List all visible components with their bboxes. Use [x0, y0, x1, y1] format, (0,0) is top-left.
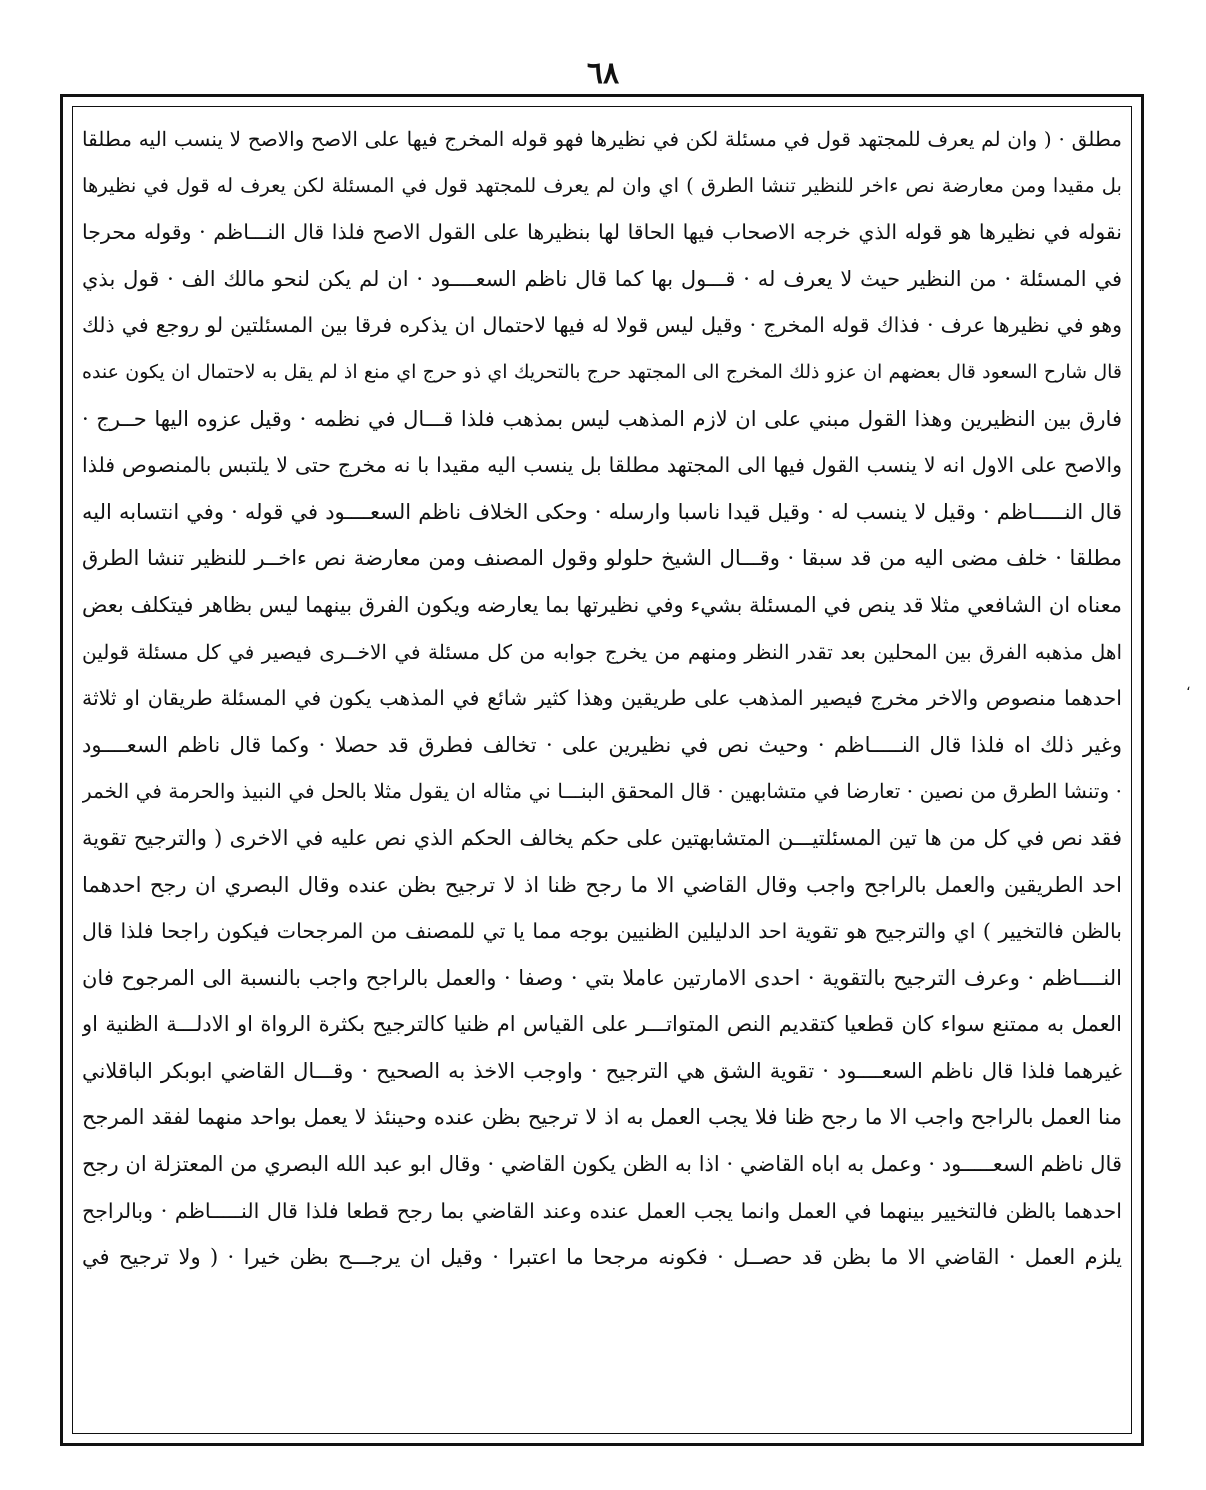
margin-mark: ، [1186, 678, 1191, 694]
text-line: قال شارح السعود قال بعضهم ان عزو ذلك المخرج الى المجتهد حرج بالتحريك اي ذو حرج اي منع اذ لم يقل به لاحتمال ان يكون عنده [82, 360, 1122, 383]
text-line: · وتنشا الطرق من نصين · تعارضا في متشابهين · قال المحقق البنـــا ني مثاله ان يقول مثلا بالحل في النبيذ والحرمة في الخمر [82, 779, 1122, 804]
text-line: احد الطريقين والعمل بالراجح واجب وقال القاضي الا ما رجح ظنا اذ لا ترجيح بظن عنده وقال البصري ان رجح احدهما [82, 872, 1122, 897]
text-line: احدهما بالظن فالتخيير بينهما في العمل وانما يجب العمل عنده وعند القاضي بما رجح قطعا فلذا قال النـــــاظم · وبالراجح [82, 1198, 1122, 1223]
text-line: والاصح على الاول انه لا ينسب القول فيها الى المجتهد مطلقا بل ينسب اليه مقيدا با نه مخرج حتى لا يلتبس بالمنصوص فلذا [82, 453, 1122, 478]
text-line: احدهما منصوص والاخر مخرج فيصير المذهب على طريقين وهذا كثير شائع في المذهب يكون في المسئلة طريقان او ثلاثة [82, 686, 1122, 711]
text-line: اهل مذهبه الفرق بين المحلين بعد تقدر النظر ومنهم من يخرج جوابه من كل مسئلة في الاخــرى فيصير في كل مسئلة قولين [82, 639, 1122, 664]
text-line: منا العمل بالراجح واجب الا ما رجح ظنا فلا يجب العمل به اذ لا ترجيح بظن عنده وحينئذ لا يعمل بواحد منهما لفقد المرجح [82, 1105, 1122, 1130]
text-line: نقوله في نظيرها هو قوله الذي خرجه الاصحاب فيها الحاقا لها بنظيرها على القول الاصح فلذا قال النـــاظم · وقوله محرجا [82, 220, 1122, 245]
text-line: غيرهما فلذا قال ناظم السعــــود · تقوية الشق هي الترجيح · واوجب الاخذ به الصحيح · وقـــال القاضي ابوبكر الباقلاني [82, 1058, 1122, 1083]
text-line: قال النـــــاظم · وقيل لا ينسب له · وقيل قيدا ناسبا وارسله · وحكى الخلاف ناظم السعــــود في قوله · وفي انتسابه اليه [82, 499, 1122, 524]
text-line: وهو في نظيرها عرف · فذاك قوله المخرج · وقيل ليس قولا له فيها لاحتمال ان يذكره فرقا بين المسئلتين لو روجع في ذلك [82, 313, 1122, 338]
text-line: العمل به ممتنع سواء كان قطعيا كتقديم النص المتواتـــر على القياس ام ظنيا كالترجيح بكثرة الرواة او الادلـــة الظنية او [82, 1012, 1122, 1037]
text-line: فقد نص في كل من ها تين المسئلتيـــن المتشابهتين على حكم يخالف الحكم الذي نص عليه في الاخرى ( والترجيح تقوية [82, 825, 1122, 850]
text-line: مطلق · ( وان لم يعرف للمجتهد قول في مسئلة لكن في نظيرها فهو قوله المخرج فيها على الاصح والاصح لا ينسب اليه مطلقا [82, 127, 1122, 151]
text-line: يلزم العمل · القاضي الا ما بظن قد حصــل · فكونه مرجحا ما اعتبرا · وقيل ان يرجـــح بظن خيرا · ( ولا ترجيح في [82, 1245, 1122, 1270]
text-line: مطلقا · خلف مضى اليه من قد سبقا · وقـــال الشيخ حلولو وقول المصنف ومن معارضة نص ءاخــر للنظير تنشا الطرق [82, 546, 1122, 571]
text-line: في المسئلة · من النظير حيث لا يعرف له · قـــول بها كما قال ناظم السعــــود · ان لم يكن لنحو مالك الف · قول بذي [82, 266, 1122, 291]
text-line: بل مقيدا ومن معارضة نص ءاخر للنظير تنشا الطرق ) اي وان لم يعرف للمجتهد قول في المسئلة لكن يعرف له قول في نظيرها [82, 173, 1122, 197]
text-line: فارق بين النظيرين وهذا القول مبني على ان لازم المذهب ليس بمذهب فلذا قـــال في نظمه · وقيل عزوه اليها حــرج · [82, 406, 1122, 431]
text-line: النــــاظم · وعرف الترجيح بالتقوية · احدى الامارتين عاملا بتي · وصفا · والعمل بالراجح واجب بالنسبة الى المرجوح فان [82, 965, 1122, 990]
text-line: بالظن فالتخيير ) اي والترجيح هو تقوية احد الدليلين الظنيين بوجه مما يا تي للمصنف من المرجحات فيكون راجحا فلذا قال [82, 919, 1122, 944]
body-text [82, 116, 1122, 1424]
text-line: معناه ان الشافعي مثلا قد ينص في المسئلة بشيء وفي نظيرتها بما يعارضه ويكون الفرق بينهما ليس بظاهر فيتكلف بعض [82, 592, 1122, 617]
text-line: قال ناظم السعـــــود · وعمل به اباه القاضي · اذا به الظن يكون القاضي · وقال ابو عبد الله البصري من المعتزلة ان رجح [82, 1152, 1122, 1177]
text-line: وغير ذلك اه فلذا قال النـــــاظم · وحيث نص في نظيرين على · تخالف فطرق قد حصلا · وكما قال ناظم السعــــود [82, 732, 1122, 757]
page-number: ٦٨ [586, 56, 620, 91]
